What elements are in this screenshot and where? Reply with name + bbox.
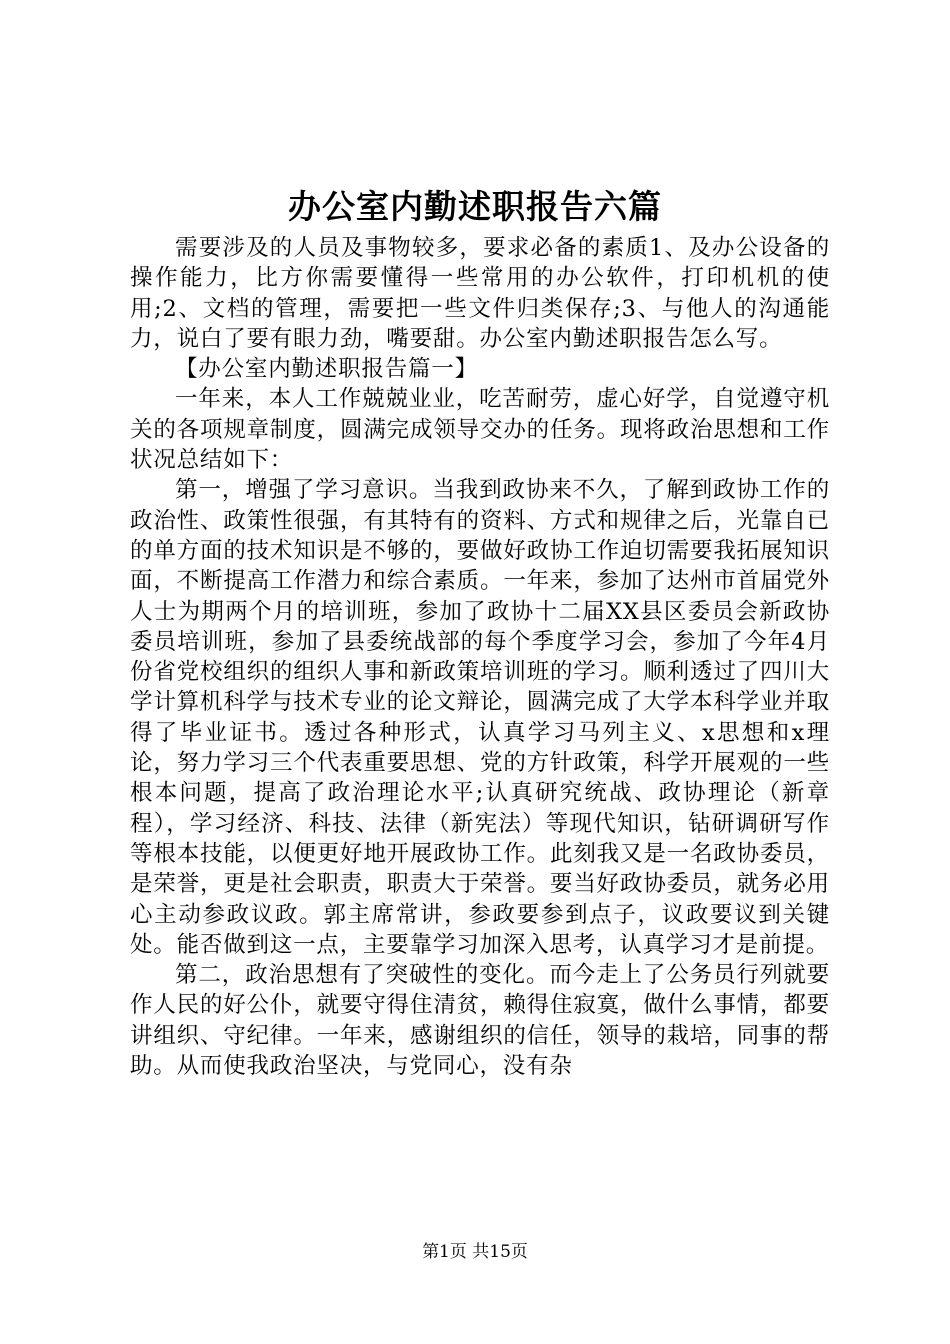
- document-body: [130, 233, 830, 1081]
- paragraph-overview: 一年来，本人工作兢兢业业，吃苦耐劳，虚心好学，自觉遵守机关的各项规章制度，圆满完成领导交办的任务。现将政治思想和工作状况总结如下：: [130, 386, 830, 474]
- section-heading: 【办公室内勤述职报告篇一】: [175, 356, 478, 383]
- page-footer: 第1页 共15页: [422, 1242, 528, 1262]
- paragraph-intro: 需要涉及的人员及事物较多，要求必备的素质1、及办公设备的操作能力，比方你需要懂得一些常用的办公软件，打印机机的使用;2、文档的管理，需要把一些文件归类保存;3、与他人的沟通能力，说白了要有眼力劲，嘴要甜。办公室内勤述职报告怎么写。: [130, 235, 830, 352]
- paragraph-first-point: 第一，增强了学习意识。当我到政协来不久，了解到政协工作的政治性、政策性很强，有其特有的资料、方式和规律之后，光靠自已的单方面的技术知识是不够的，要做好政协工作迫切需要我拓展知识面，不断提高工作潜力和综合素质。一年来，参加了达州市首届党外人士为期两个月的培训班，参加了政协十二届XX县区委员会新政协委员培训班，参加了县委统战部的每个季度学习会，参加了今年4月份省党校组织的组织人事和新政策培训班的学习。顺利透过了四川大学计算机科学与技术专业的论文辩论，圆满完成了大学本科学业并取得了毕业证书。透过各种形式，认真学习马列主义、x思想和x理论，努力学习三个代表重要思想、党的方针政策，科学开展观的一些根本问题，提高了政治理论水平;认真研究统战、政协理论（新章程），学习经济、科技、法律（新宪法）等现代知识，钻研调研写作等根本技能，以便更好地开展政协工作。此刻我又是一名政协委员，是荣誉，更是社会职责，职责大于荣誉。要当好政协委员，就务必用心主动参政议政。郭主席常讲，参政要参到点子，议政要议到关键处。能否做到这一点，主要靠学习加深入思考，认真学习才是前提。: [130, 477, 830, 958]
- document-title: 办公室内勤述职报告六篇: [288, 187, 662, 226]
- paragraph-second-point: 第二，政治思想有了突破性的变化。而今走上了公务员行列就要作人民的好公仆，就要守得住清贫，赖得住寂寞，做什么事情，都要讲组织、守纪律。一年来，感谢组织的信任，领导的栽培，同事的帮助。从而使我政治坚决，与党同心，没有杂: [130, 962, 830, 1080]
